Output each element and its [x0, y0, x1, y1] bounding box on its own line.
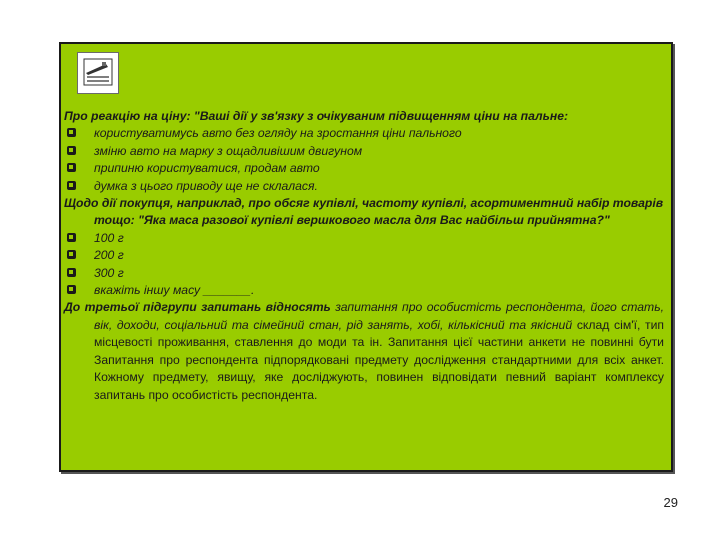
option-text: вкажіть іншу масу _______. [94, 283, 255, 298]
list-item [64, 125, 664, 142]
block3-text-b: склад сім'ї, тип місцевості проживання, ставлення до моди та ін. Запитання цієї частини анкети не повинні бути Запитання про респондента підпорядковані предмету дослідження стандартними для всіх анкет. Кожному предмету, явищу, яке досліджують, повинен відповідати певний варіант комплексу запитань про особистість респондента. [94, 317, 665, 402]
option-text: користуватимусь авто без огляду на зростання ціни пального [94, 126, 462, 141]
option-text: 200 г [94, 248, 124, 263]
option-text: 300 г [94, 265, 124, 280]
list-item [64, 178, 664, 195]
block3-lead: До третьої підгрупи запитань відносять [64, 300, 331, 315]
option-text: 100 г [94, 230, 124, 245]
option-text: думка з цього приводу ще не склалася. [94, 178, 318, 193]
option-text: зміню авто на марку з ощадливішим двигуном [94, 143, 363, 158]
checkbox-bullet-icon [67, 268, 76, 277]
document-icon [77, 52, 119, 94]
option-text: припиню користуватися, продам авто [94, 161, 320, 176]
slide-content [64, 108, 664, 404]
checkbox-bullet-icon [67, 163, 76, 172]
list-item [64, 230, 664, 247]
block3-paragraph [64, 299, 664, 403]
checkbox-bullet-icon [67, 146, 76, 155]
page-number: 29 [663, 495, 678, 510]
list-item [64, 143, 664, 160]
block2-heading: Щодо дії покупця, наприклад, про обсяг купівлі, частоту купівлі, асортиментний набір товарів тощо: "Яка маса разової купівлі вершкового масла для Вас найбільш прийнятна?" [64, 196, 664, 228]
checkbox-bullet-icon [67, 250, 76, 259]
list-item [64, 247, 664, 264]
list-item [64, 265, 664, 282]
list-item [64, 160, 664, 177]
block3-text-a: запитання про особистість респондента, його стать, вік, доходи, соціальний та сімейний стан, рід занять, хобі, кількісний та якісний [94, 300, 665, 332]
checkbox-bullet-icon [67, 128, 76, 137]
checkbox-bullet-icon [67, 181, 76, 190]
checkbox-bullet-icon [67, 285, 76, 294]
list-item [64, 282, 664, 299]
block1-heading: Про реакцію на ціну: "Ваші дії у зв'язку з очікуваним підвищенням ціни на пальне: [64, 109, 569, 123]
checkbox-bullet-icon [67, 233, 76, 242]
